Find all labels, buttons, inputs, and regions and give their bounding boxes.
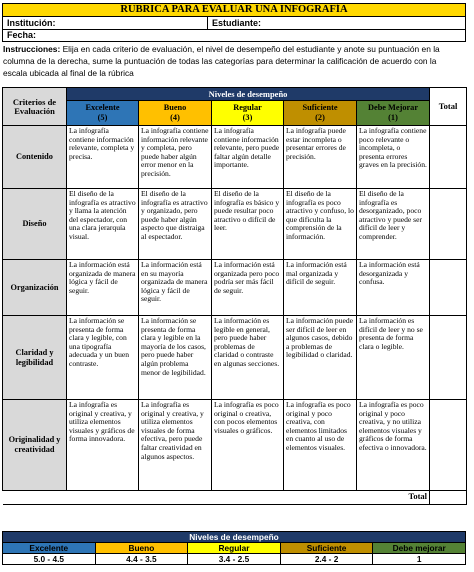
level-suficiente	[284, 101, 357, 126]
scale-name: Debe mejorar	[373, 543, 466, 554]
level-name: Suficiente	[302, 103, 338, 113]
criterion-contenido: Contenido	[3, 126, 67, 189]
grading-scale	[2, 531, 466, 565]
rubric-cell: La infografía es poco original y poco creativa, y no utiliza elementos visuales y gráficos de forma efectiva o innovadora.	[357, 400, 430, 491]
levels-header: Niveles de desempeño	[67, 88, 430, 101]
score-cell[interactable]	[430, 260, 467, 316]
score-cell[interactable]	[430, 316, 467, 400]
instructions-label: Instrucciones:	[3, 44, 61, 54]
scale-range: 4.4 - 3.5	[95, 554, 188, 565]
rubric-cell: La información está organizada pero poco podría ser más fácil de seguir.	[212, 260, 284, 316]
scale-range: 5.0 - 4.5	[3, 554, 96, 565]
rubric-cell: La infografía es poco original o creativa, con pocos elementos visuales o gráficos.	[212, 400, 284, 491]
instructions-line-2: columna de la derecha, sume la puntuación de todas las categorías para determinar la calificación de acuerdo con la	[3, 56, 437, 67]
rubric-cell: La información se presenta de forma clara y legible, con una tipografía adecuada y un buen contraste.	[67, 316, 139, 400]
table-row	[3, 126, 467, 189]
scale-name: Excelente	[3, 543, 96, 554]
instructions-line-3: escala ubicada al final de la rúbrica	[3, 68, 134, 79]
rubric-cell: La infografía contiene información relevante y completa, pero puede haber algún error menor en la precisión.	[139, 126, 212, 189]
scale-range: 2.4 - 2	[280, 554, 373, 565]
rubric-cell: La infografía es original y creativa, y utiliza elementos visuales y gráficos de forma innovadora.	[67, 400, 139, 491]
rubric-cell: La infografía contiene poco relevante o incompleta, o presenta errores graves en la precisión.	[357, 126, 430, 189]
level-name: Debe Mejorar	[368, 103, 418, 113]
level-name: Regular	[233, 103, 262, 113]
total-score-cell[interactable]	[430, 491, 467, 505]
level-score: (3)	[242, 113, 253, 122]
scale-range: 3.4 - 2.5	[188, 554, 281, 565]
rubric-cell: La infografía contiene información relevante, pero puede faltar algún detalle importante.	[212, 126, 284, 189]
table-row	[3, 189, 467, 260]
page-title: RUBRICA PARA EVALUAR UNA INFOGRAFÍA	[2, 3, 466, 17]
date-field[interactable]: Fecha:	[2, 30, 466, 42]
total-row	[3, 491, 467, 505]
rubric-cell: La infografía contiene información relevante, completa y precisa.	[67, 126, 139, 189]
total-label: Total	[3, 491, 430, 505]
criterion-claridad: Claridad y legibilidad	[3, 316, 67, 400]
rubric-table	[2, 87, 467, 505]
rubric-cell: El diseño de la infografía es desorganizado, poco atractivo y puede ser difícil de leer y comprender.	[357, 189, 430, 260]
rubric-cell: La información está en su mayoría organizada de manera lógica y fácil de seguir.	[139, 260, 212, 316]
student-field[interactable]: Estudiante:	[212, 18, 262, 28]
rubric-cell: El diseño de la infografía es básico y puede resultar poco atractivo o difícil de leer.	[212, 189, 284, 260]
scale-title: Niveles de desempeño	[3, 532, 466, 543]
rubric-cell: La información está organizada de manera lógica y fácil de seguir.	[67, 260, 139, 316]
score-cell[interactable]	[430, 126, 467, 189]
table-row	[3, 316, 467, 400]
level-score: (4)	[170, 113, 180, 122]
level-regular	[212, 101, 284, 126]
level-name: Excelente	[85, 103, 120, 113]
scale-name: Bueno	[95, 543, 188, 554]
rubric-cell: La información está mal organizada y difícil de seguir.	[284, 260, 357, 316]
table-row	[3, 400, 467, 491]
rubric-cell: La información puede ser difícil de leer en algunos casos, debido a problemas de legibilidad o claridad.	[284, 316, 357, 400]
institution-field[interactable]: Institución:	[3, 17, 208, 29]
instructions-line-1: Elija en cada criterio de evaluación, el nivel de desempeño del estudiante y anote su puntuación en la	[62, 44, 440, 54]
header-row-institution	[2, 17, 466, 30]
total-header: Total	[430, 88, 467, 126]
level-debe-mejorar	[357, 101, 430, 126]
score-cell[interactable]	[430, 189, 467, 260]
rubric-cell: La infografía es original y creativa, y utiliza elementos visuales de forma efectiva, pero puede faltar creatividad en algunos aspectos.	[139, 400, 212, 491]
scale-name: Regular	[188, 543, 281, 554]
rubric-cell: El diseño de la infografía es poco atractivo y confuso, lo que dificulta la comprensión de la información.	[284, 189, 357, 260]
level-name: Bueno	[163, 103, 187, 113]
score-cell[interactable]	[430, 400, 467, 491]
level-score: (1)	[388, 113, 398, 122]
rubric-cell: La infografía puede estar incompleta o presentar errores de precisión.	[284, 126, 357, 189]
rubric-cell: La información se presenta de forma clara y legible en la mayoría de los casos, pero puede haber algún problema menor de legibilidad.	[139, 316, 212, 400]
criterion-originalidad: Originalidad y creatividad	[3, 400, 67, 491]
criteria-header: Criterios de Evaluación	[3, 88, 67, 126]
level-score: (2)	[315, 113, 325, 122]
level-bueno	[139, 101, 212, 126]
rubric-cell: La información es legible en general, pero puede haber problemas de claridad o contraste en algunas secciones.	[212, 316, 284, 400]
instructions	[3, 43, 465, 80]
level-score: (5)	[97, 113, 108, 122]
scale-range: 1	[373, 554, 466, 565]
rubric-cell: La información es difícil de leer y no se presenta de forma clara o legible.	[357, 316, 430, 400]
rubric-cell: El diseño de la infografía es atractivo y llama la atención del espectador, con una clara jerarquía visual.	[67, 189, 139, 260]
rubric-cell: La infografía es poco original y poco creativa, con elementos limitados en cuanto al uso de elementos visuales.	[284, 400, 357, 491]
table-row	[3, 260, 467, 316]
criterion-diseno: Diseño	[3, 189, 67, 260]
rubric-cell: La información está desorganizada y confusa.	[357, 260, 430, 316]
criterion-organizacion: Organización	[3, 260, 67, 316]
rubric-cell: El diseño de la infografía es atractivo y organizado, pero puede haber algún aspecto que distraiga al espectador.	[139, 189, 212, 260]
level-excelente	[67, 101, 139, 126]
scale-name: Suficiente	[280, 543, 373, 554]
